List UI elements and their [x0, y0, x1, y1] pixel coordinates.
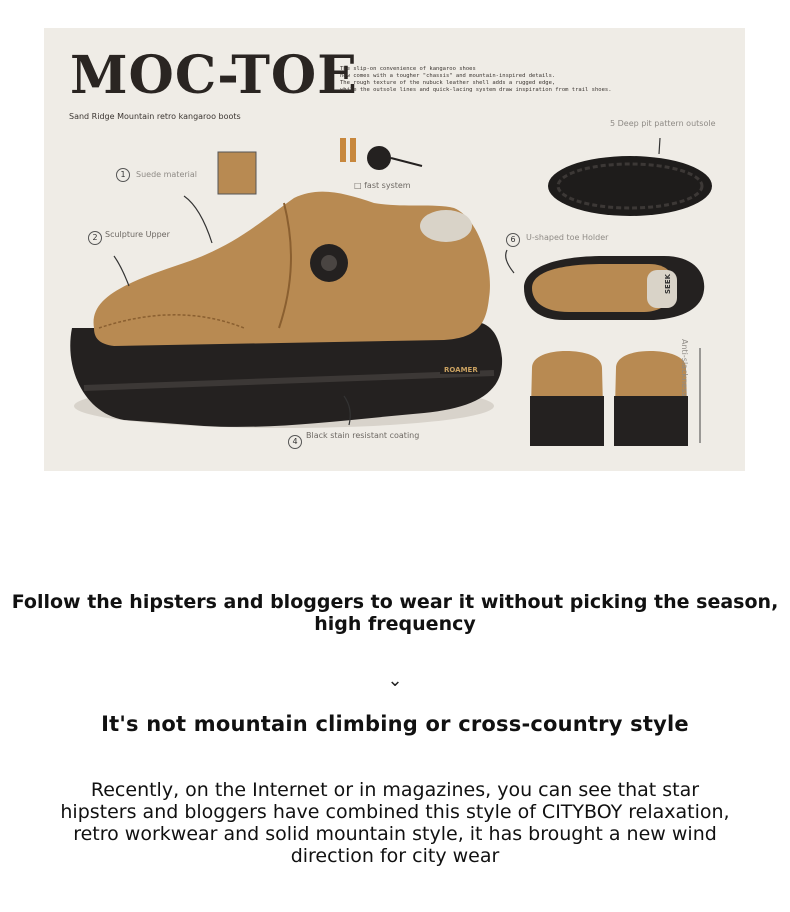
- feature-label-suede: Suede material: [136, 170, 198, 179]
- feature-label-upper: Sculpture Upper: [105, 230, 170, 239]
- poster-title: MOC-TOE: [70, 45, 358, 106]
- feature-label-toe-holder: U-shaped toe Holder: [526, 233, 609, 242]
- outsole-view: [548, 156, 712, 216]
- feature-number-2: 2: [88, 231, 102, 245]
- description-line: now comes with a tougher "chassis" and mountain-inspired details.: [340, 73, 556, 79]
- feature-label-outsole: 5 Deep pit pattern outsole: [610, 119, 716, 128]
- description-line: The slip-on convenience of kangaroo shoes: [340, 66, 476, 72]
- feature-number-1: 1: [116, 168, 130, 182]
- product-poster: [44, 28, 745, 471]
- feature-number-4: 4: [288, 435, 302, 449]
- feature-number-6: 6: [506, 233, 520, 247]
- suede-swatch: [218, 152, 256, 194]
- poster-subtitle: Sand Ridge Mountain retro kangaroo boots: [69, 112, 241, 121]
- chevron-down-icon: ⌄: [387, 670, 403, 691]
- brand-logo: ROAMER: [444, 366, 478, 374]
- fast-system-icon: [367, 146, 391, 170]
- poster-description: [340, 66, 620, 94]
- section-heading: It's not mountain climbing or cross-country style: [101, 712, 689, 736]
- lead-text: Follow the hipsters and bloggers to wear it without picking the season, high frequency: [11, 591, 779, 635]
- feature-label-anti-slack: Anti-slackness: [680, 339, 689, 397]
- description-line: while the outsole lines and quick-lacing system draw inspiration from trail shoes.: [340, 87, 612, 93]
- body-paragraph: Recently, on the Internet or in magazines, you can see that star hipsters and bloggers have combined this style of CITYBOY relaxation, retro workwear and solid mountain style, it has brought a new wind direction for city wear: [60, 779, 730, 867]
- feature-label-fast-system: □ fast system: [354, 181, 411, 190]
- insole-logo: SEEK: [664, 273, 672, 294]
- feature-label-coating: Black stain resistant coating: [306, 431, 420, 440]
- description-line: The rough texture of the nubuck leather shell adds a rugged edge,: [340, 80, 556, 86]
